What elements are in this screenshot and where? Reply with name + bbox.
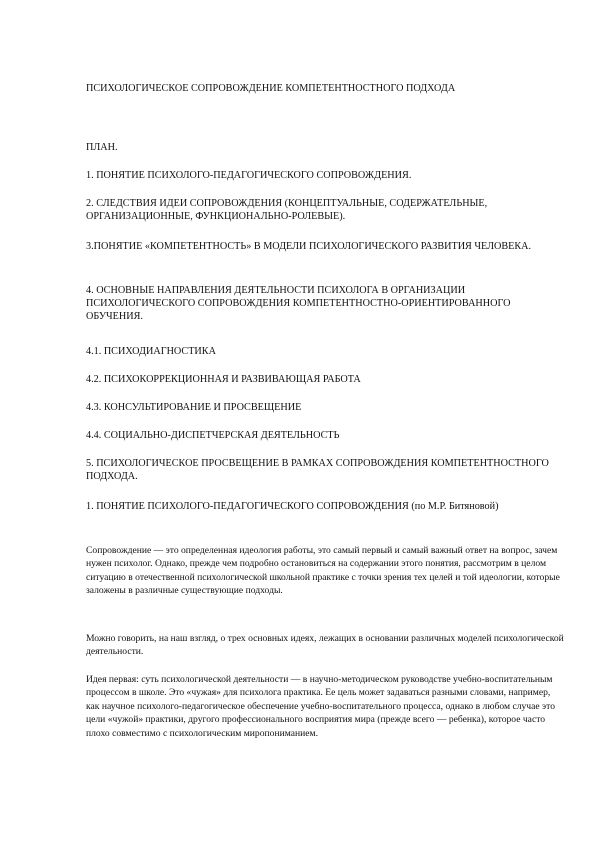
plan-heading: ПЛАН. bbox=[86, 142, 118, 153]
plan-item-1: 1. ПОНЯТИЕ ПСИХОЛОГО-ПЕДАГОГИЧЕСКОГО СОПРОВОЖДЕНИЯ. bbox=[86, 170, 412, 181]
plan-item-2: 2. СЛЕДСТВИЯ ИДЕИ СОПРОВОЖДЕНИЯ (КОНЦЕПТУАЛЬНЫЕ, СОДЕРЖАТЕЛЬНЫЕ, ОРГАНИЗАЦИОННЫЕ, ФУНКЦИОНАЛЬНО-РОЛЕВЫЕ). bbox=[86, 198, 488, 223]
plan-item-4-4: 4.4. СОЦИАЛЬНО-ДИСПЕТЧЕРСКАЯ ДЕЯТЕЛЬНОСТЬ bbox=[86, 430, 340, 441]
plan-item-5: 5. ПСИХОЛОГИЧЕСКОЕ ПРОСВЕЩЕНИЕ В РАМКАХ СОПРОВОЖДЕНИЯ КОМПЕТЕНТНОСТНОГО ПОДХОДА. bbox=[86, 458, 549, 483]
section-heading: 1. ПОНЯТИЕ ПСИХОЛОГО-ПЕДАГОГИЧЕСКОГО СОПРОВОЖДЕНИЯ (по М.Р. Битяновой) bbox=[86, 501, 499, 512]
plan-item-4-2: 4.2. ПСИХОКОРРЕКЦИОННАЯ И РАЗВИВАЮЩАЯ РАБОТА bbox=[86, 374, 361, 385]
plan-item-3: 3.ПОНЯТИЕ «КОМПЕТЕНТНОСТЬ» В МОДЕЛИ ПСИХОЛОГИЧЕСКОГО РАЗВИТИЯ ЧЕЛОВЕКА. bbox=[86, 241, 532, 252]
paragraph-1: Сопровождение — это определенная идеология работы, это самый первый и самый важный ответ на вопрос, зачем нужен психолог. Однако, прежде чем подробно остановиться на содержании этого понятия, рассмотрим в целом ситуацию в отечественной психологической школьной практике с точки зрения тех целей и той идеологии, которые заложены в различные существующие подходы. bbox=[86, 545, 560, 597]
plan-item-4-1: 4.1. ПСИХОДИАГНОСТИКА bbox=[86, 346, 216, 357]
paragraph-3: Идея первая: суть психологической деятельности — в научно-методическом руководстве учебно-воспитательным процессом в школе. Это «чужая» для психолога практика. Ее цель может задаваться разными словами, например, как научное психолого-педагогическое обеспечение учебно-воспитательного процесса, однако в любом случае это цели «чужой» практики, другого профессионального восприятия мира (прежде всего — ребенка), которое часто плохо совместимо с психологическим миропониманием. bbox=[86, 674, 556, 739]
paragraph-2: Можно говорить, на наш взгляд, о трех основных идеях, лежащих в основании различных моделей психологической деятельности. bbox=[86, 633, 564, 658]
plan-item-4: 4. ОСНОВНЫЕ НАПРАВЛЕНИЯ ДЕЯТЕЛЬНОСТИ ПСИХОЛОГА В ОРГАНИЗАЦИИ ПСИХОЛОГИЧЕСКОГО СОПРОВОЖДЕНИЯ КОМПЕТЕНТНОСТНО-ОРИЕНТИРОВАННОГО ОБУЧЕНИЯ. bbox=[86, 285, 511, 323]
document-title: ПСИХОЛОГИЧЕСКОЕ СОПРОВОЖДЕНИЕ КОМПЕТЕНТНОСТНОГО ПОДХОДА bbox=[86, 83, 456, 94]
plan-item-4-3: 4.3. КОНСУЛЬТИРОВАНИЕ И ПРОСВЕЩЕНИЕ bbox=[86, 402, 302, 413]
